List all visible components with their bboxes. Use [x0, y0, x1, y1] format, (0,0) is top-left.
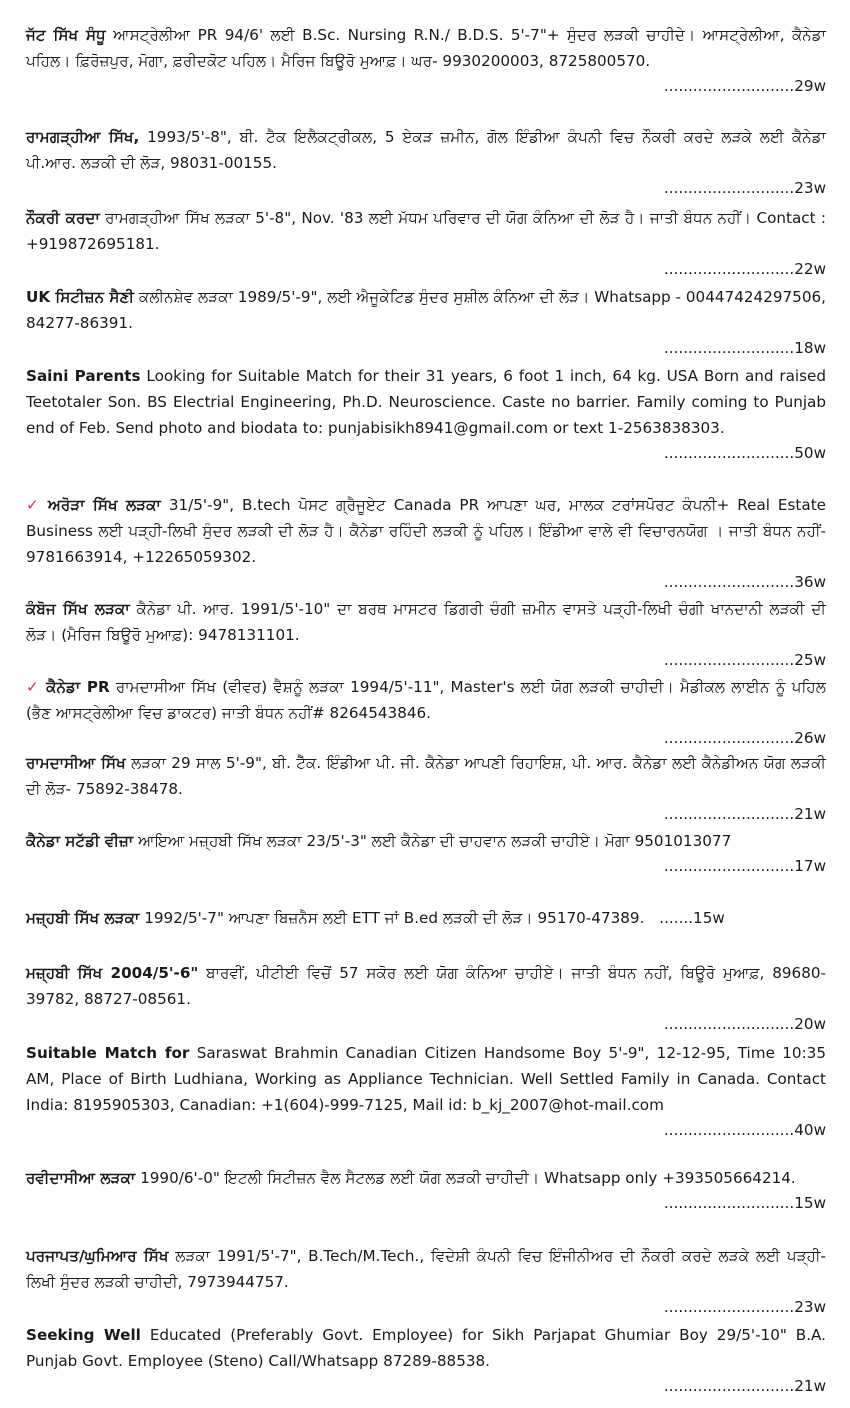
ad-word-count: ...........................36w — [663, 573, 826, 591]
ad-text: ਲੜਕਾ 1991/5'-7", B.Tech/M.Tech., ਵਿਦੇਸ਼ੀ ਕੰਪਨੀ ਵਿਚ ਇੰਜੀਨੀਅਰ ਦੀ ਨੌਕਰੀ ਕਰਦੇ ਲੜਕੇ ਲਈ ਪੜ੍ਹੀ-ਲਿਖੀ ਸੁੰਦਰ ਲੜਕੀ ਚਾਹੀਦੀ, 7973944757. — [26, 1247, 826, 1291]
classified-ad — [26, 596, 826, 672]
ad-word-count: ...........................18w — [663, 339, 826, 357]
ad-text: ਰਾਮਗੜ੍ਹੀਆ ਸਿੱਖ ਲੜਕਾ 5'-8", Nov. '83 ਲਈ ਮੱਧਮ ਪਰਿਵਾਰ ਦੀ ਯੋਗ ਕੰਨਿਆ ਦੀ ਲੋੜ ਹੈ। ਜਾਤੀ ਬੰਧਨ ਨਹੀਂ। Contact : +919872695181. — [26, 209, 826, 253]
ad-text: 31/5'-9", B.tech ਪੋਸਟ ਗ੍ਰੈਜੂਏਟ Canada PR ਆਪਣਾ ਘਰ, ਮਾਲਕ ਟਰਾਂਸਪੋਰਟ ਕੰਪਨੀ+ Real Estate Business ਲਈ ਪੜ੍ਹੀ-ਲਿਖੀ ਸੁੰਦਰ ਲੜਕੀ ਦੀ ਲੋੜ ਹੈ। ਕੈਨੇਡਾ ਰਹਿੰਦੀ ਲੜਕੀ ਨੂੰ ਪਹਿਲ। ਇੰਡੀਆ ਵਾਲੇ ਵੀ ਵਿਚਾਰਨਯੋਗ । ਜਾਤੀ ਬੰਧਨ ਨਹੀਂ- 9781663914, +12265059302. — [26, 496, 826, 566]
ad-word-count: ...........................26w — [663, 729, 826, 747]
ad-heading: ਮਜ਼੍ਹਬੀ ਸਿੱਖ 2004/5'-6" — [26, 964, 199, 982]
ad-heading: ਜੱਟ ਸਿੱਖ ਸੰਧੂ — [26, 26, 106, 44]
ad-heading: ਅਰੋੜਾ ਸਿੱਖ ਲੜਕਾ — [47, 496, 161, 514]
classified-ad — [26, 124, 826, 200]
ad-word-count: ...........................20w — [663, 1015, 826, 1033]
ad-word-count: ...........................40w — [663, 1121, 826, 1139]
ad-heading: ਰਵੀਦਾਸੀਆ ਲੜਕਾ — [26, 1169, 136, 1187]
ad-text: Saraswat Brahmin Canadian Citizen Handsome Boy 5'-9", 12-12-95, Time 10:35 AM, Place of Birth Ludhiana, Working as Appliance Technician. Well Settled Family in Canada. Contact India: 8195905303, Canadian: +1(604)-999-7125, Mail id: b_kj_2007@hot-mail.com — [26, 1044, 827, 1114]
ad-word-count: .......15w — [659, 909, 725, 927]
ad-heading: ਕੈਨੇਡਾ PR — [46, 678, 110, 696]
classified-ad — [26, 205, 826, 281]
ad-word-count: ...........................50w — [663, 444, 826, 462]
classified-ad — [26, 22, 826, 98]
ad-word-count: ...........................15w — [663, 1194, 826, 1212]
ad-word-count: ...........................29w — [663, 77, 826, 95]
ad-word-count: ...........................21w — [663, 1377, 826, 1395]
classified-ad — [26, 1040, 826, 1142]
ad-text: ਆਇਆ ਮਜ਼੍ਹਬੀ ਸਿੱਖ ਲੜਕਾ 23/5'-3" ਲਈ ਕੈਨੇਡਾ ਦੀ ਚਾਹਵਾਨ ਲੜਕੀ ਚਾਹੀਏ। ਮੋਗਾ 9501013077 — [138, 832, 732, 850]
ad-text: 1993/5'-8", ਬੀ. ਟੈਕ ਇਲੈਕਟ੍ਰੀਕਲ, 5 ਏਕੜ ਜ਼ਮੀਨ, ਗੋਲ ਇੰਡੀਆ ਕੰਪਨੀ ਵਿਚ ਨੌਕਰੀ ਕਰਦੇ ਲੜਕੇ ਲਈ ਕੈਨੇਡਾ ਪੀ.ਆਰ. ਲੜਕੀ ਦੀ ਲੋੜ, 98031-00155. — [26, 128, 826, 172]
ad-heading: ਕੰਬੋਜ ਸਿੱਖ ਲੜਕਾ — [26, 600, 130, 618]
ad-text: Looking for Suitable Match for their 31 years, 6 foot 1 inch, 64 kg. USA Born and raised Teetotaler Son. BS Electrial Engineering, Ph.D. Neuroscience. Caste no barrier. Family coming to Punjab end of Feb. Send photo and biodata to: punjabisikh8941@gmail.com or text 1-2563838303. — [26, 367, 826, 437]
ad-word-count: ...........................17w — [663, 857, 826, 875]
classified-ad — [26, 492, 826, 594]
ad-text: ਕੈਨੇਡਾ ਪੀ. ਆਰ. 1991/5'-10" ਦਾ ਬਰਥ ਮਾਸਟਰ ਡਿਗਰੀ ਚੰਗੀ ਜ਼ਮੀਨ ਵਾਸਤੇ ਪੜ੍ਹੀ-ਲਿਖੀ ਚੰਗੀ ਖਾਨਦਾਨੀ ਲੜਕੀ ਦੀ ਲੋੜ। (ਮੈਰਿਜ ਬਿਊਰੋ ਮੁਆਫ਼): 9478131101. — [26, 600, 826, 644]
ad-heading: ਪਰਜਾਪਤ/ਘੁਮਿਆਰ ਸਿੱਖ — [26, 1247, 169, 1265]
ad-word-count: ...........................21w — [663, 805, 826, 823]
ad-text: 1990/6'-0" ਇਟਲੀ ਸਿਟੀਜ਼ਨ ਵੈਲ ਸੈਟਲਡ ਲਈ ਯੋਗ ਲੜਕੀ ਚਾਹੀਦੀ। Whatsapp only +393505664214. — [140, 1169, 796, 1187]
ad-heading: Seeking Well — [26, 1326, 141, 1344]
ad-word-count: ...........................23w — [663, 179, 826, 197]
ad-heading: ਕੈਨੇਡਾ ਸਟੱਡੀ ਵੀਜ਼ਾ — [26, 832, 134, 850]
ad-text: ਰਾਮਦਾਸੀਆ ਸਿੱਖ (ਵੀਵਰ) ਵੈਸ਼ਨੂੰ ਲੜਕਾ 1994/5'-11", Master's ਲਈ ਯੋਗ ਲੜਕੀ ਚਾਹੀਦੀ। ਮੈਡੀਕਲ ਲਾਈਨ ਨੂੰ ਪਹਿਲ (ਭੈਣ ਆਸਟ੍ਰੇਲੀਆ ਵਿਚ ਡਾਕਟਰ) ਜਾਤੀ ਬੰਧਨ ਨਹੀਂ# 8264543846. — [26, 678, 827, 722]
ad-heading: ਰਾਮਗੜ੍ਹੀਆ ਸਿੱਖ, — [26, 128, 140, 146]
ad-text: ਲੜਕਾ 29 ਸਾਲ 5'-9", ਬੀ. ਟੈੱਕ. ਇੰਡੀਆ ਪੀ. ਜੀ. ਕੈਨੇਡਾ ਆਪਣੀ ਰਿਹਾਇਸ਼, ਪੀ. ਆਰ. ਕੈਨੇਡਾ ਲਈ ਕੈਨੇਡੀਅਨ ਯੋਗ ਲੜਕੀ ਦੀ ਲੋੜ- 75892-38478. — [26, 754, 827, 798]
check-icon: ✓ — [26, 496, 42, 514]
ad-text: ਕਲੀਨਸ਼ੇਵ ਲੜਕਾ 1989/5'-9", ਲਈ ਐਜੂਕੇਟਿਡ ਸੁੰਦਰ ਸੁਸ਼ੀਲ ਕੰਨਿਆ ਦੀ ਲੋੜ। Whatsapp - 00447424297506, 84277-86391. — [26, 288, 826, 332]
ad-heading: Suitable Match for — [26, 1044, 190, 1062]
classified-ad — [26, 1165, 826, 1215]
classified-ad — [26, 284, 826, 360]
check-icon: ✓ — [26, 678, 41, 696]
ad-text: ਬਾਰਵੀਂ, ਪੀਟੀਈ ਵਿਚੋਂ 57 ਸਕੋਰ ਲਈ ਯੋਗ ਕੰਨਿਆ ਚਾਹੀਏ। ਜਾਤੀ ਬੰਧਨ ਨਹੀਂ, ਬਿਊਰੋ ਮੁਆਫ਼, 89680-39782, 88727-08561. — [26, 964, 827, 1008]
classified-ad — [26, 750, 826, 826]
ad-text: 1992/5'-7" ਆਪਣਾ ਬਿਜ਼ਨੈਸ ਲਈ ETT ਜਾਂ B.ed ਲੜਕੀ ਦੀ ਲੋੜ। 95170-47389. — [144, 909, 645, 927]
ad-text: ਆਸਟ੍ਰੇਲੀਆ PR 94/6' ਲਈ B.Sc. Nursing R.N./ B.D.S. 5'-7"+ ਸੁੰਦਰ ਲੜਕੀ ਚਾਹੀਦੇ। ਆਸਟ੍ਰੇਲੀਆ, ਕੈਨੇਡਾ ਪਹਿਲ। ਫ਼ਿਰੋਜ਼ਪੁਰ, ਮੋਗਾ, ਫ਼ਰੀਦਕੋਟ ਪਹਿਲ। ਮੈਰਿਜ ਬਿਊਰੋ ਮੁਆਫ਼। ਘਰ- 9930200003, 8725800570. — [26, 26, 827, 70]
classified-ad — [26, 1322, 826, 1398]
ad-word-count: ...........................22w — [663, 260, 826, 278]
ad-heading: UK ਸਿਟੀਜ਼ਨ ਸੈਣੀ — [26, 288, 135, 306]
classified-ad — [26, 960, 826, 1036]
classified-ad — [26, 828, 826, 878]
classified-ad — [26, 1243, 826, 1319]
ad-heading: ਰਾਮਦਾਸੀਆ ਸਿੱਖ — [26, 754, 126, 772]
ad-word-count: ...........................25w — [663, 651, 826, 669]
classified-ad — [26, 363, 826, 465]
classified-ad — [26, 905, 826, 931]
ad-text: Educated (Preferably Govt. Employee) for Sikh Parjapat Ghumiar Boy 29/5'-10" B.A. Punjab Govt. Employee (Steno) Call/Whatsapp 87289-88538. — [26, 1326, 826, 1370]
ad-heading: Saini Parents — [26, 367, 141, 385]
ad-heading: ਨੌਕਰੀ ਕਰਦਾ — [26, 209, 100, 227]
ad-heading: ਮਜ਼੍ਹਬੀ ਸਿੱਖ ਲੜਕਾ — [26, 909, 140, 927]
ad-word-count: ...........................23w — [663, 1298, 826, 1316]
classified-ad — [26, 674, 826, 750]
